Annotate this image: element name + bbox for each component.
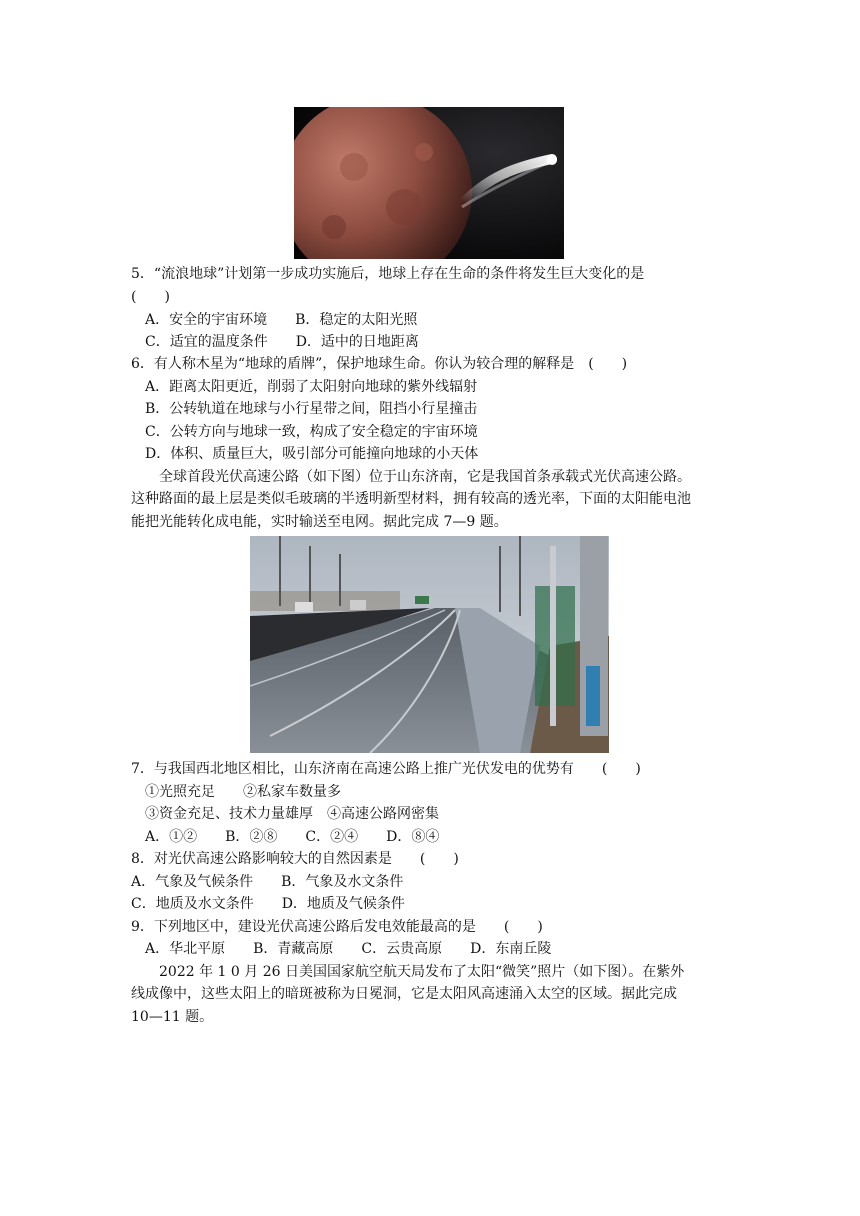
q7-stem: 7．与我国西北地区相比，山东济南在高速公路上推广光伏发电的优势有 ( ) <box>131 761 641 777</box>
solar-highway-image <box>250 536 609 753</box>
q6-option-c: C．公转方向与地球一致，构成了安全稳定的宇宙环境 <box>145 424 478 440</box>
q6-option-b: B．公转轨道在地球与小行星带之间，阻挡小行星撞击 <box>145 401 478 417</box>
passage-solar-line1: 全球首段光伏高速公路（如下图）位于山东济南，它是我国首条承载式光伏高速公路。 <box>131 469 691 485</box>
planet-image <box>294 107 564 259</box>
q8-options-row2: C．地质及水文条件 D．地质及气候条件 <box>131 896 405 912</box>
q9-options: A．华北平原 B．青藏高原 C．云贵高原 D．东南丘陵 <box>145 941 552 957</box>
q6-option-d: D．体积、质量巨大，吸引部分可能撞向地球的小天体 <box>145 446 479 462</box>
q5-stem: 5．“流浪地球”计划第一步成功实施后，地球上存在生命的条件将发生巨大变化的是 <box>131 266 645 282</box>
passage-solar-line3: 能把光能转化成电能，实时输送至电网。据此完成 7—9 题。 <box>131 514 508 530</box>
q5-options-row1: A．安全的宇宙环境 B．稳定的太阳光照 <box>145 312 418 328</box>
q6-option-a: A．距离太阳更近，削弱了太阳射向地球的紫外线辐射 <box>145 379 478 395</box>
q7-items-row2: ③资金充足、技术力量雄厚 ④高速公路网密集 <box>145 806 439 822</box>
q8-options-row1: A．气象及气候条件 B．气象及水文条件 <box>131 874 404 890</box>
q5-answer-paren: ( ) <box>131 289 170 305</box>
q7-items-row1: ①光照充足 ②私家车数量多 <box>145 784 341 800</box>
q9-stem: 9．下列地区中，建设光伏高速公路后发电效能最高的是 ( ) <box>131 919 543 935</box>
passage-sun-line2: 线成像中，这些太阳上的暗斑被称为日冕洞，它是太阳风高速涌入太空的区域。据此完成 <box>131 986 677 1002</box>
q7-options: A．①② B．②⑧ C．②④ D．⑧④ <box>145 829 440 845</box>
passage-solar-line2: 这种路面的最上层是类似毛玻璃的半透明新型材料，拥有较高的透光率，下面的太阳能电池 <box>131 491 691 507</box>
q8-stem: 8．对光伏高速公路影响较大的自然因素是 ( ) <box>131 851 459 867</box>
passage-sun-line3: 10—11 题。 <box>131 1009 214 1025</box>
passage-sun-line1: 2022 年 1 0 月 26 日美国国家航空航天局发布了太阳“微笑”照片（如下图）。在紫外 <box>131 964 685 980</box>
q5-options-row2: C．适宜的温度条件 D．适中的日地距离 <box>145 334 419 350</box>
q6-stem: 6．有人称木星为“地球的盾牌”，保护地球生命。你认为较合理的解释是 ( ) <box>131 356 628 372</box>
